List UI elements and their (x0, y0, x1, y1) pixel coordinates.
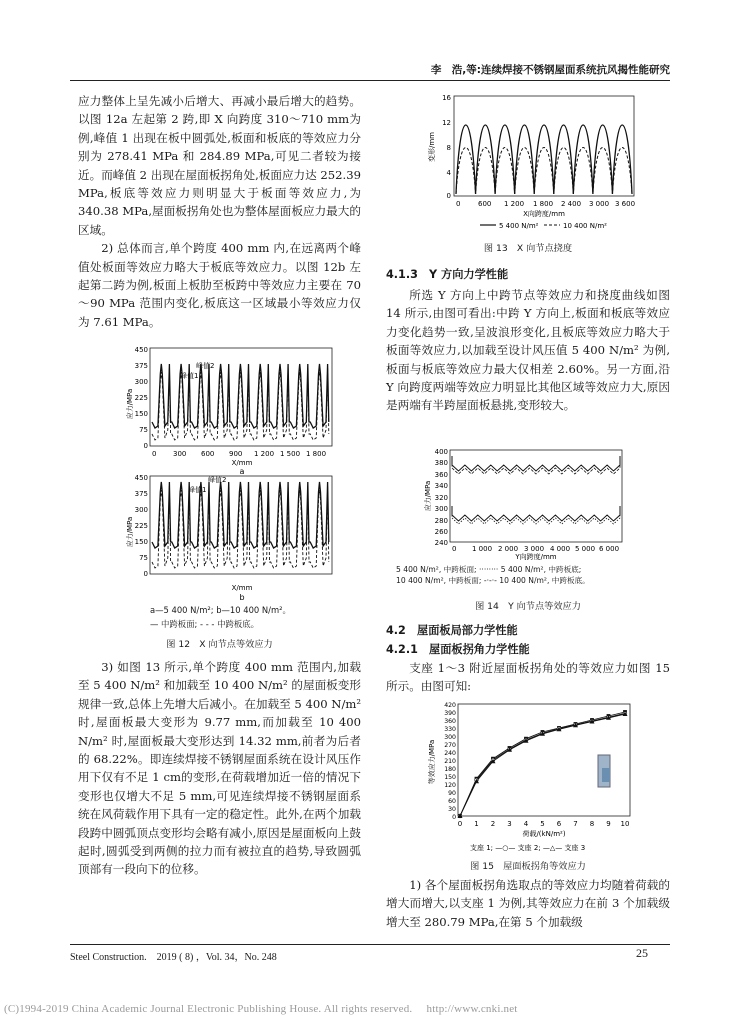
ytick: 4 (446, 169, 451, 177)
xtick: 7 (573, 820, 578, 828)
fig13-caption: 图 13 X 向节点挠度 (483, 243, 573, 254)
xtick: 1 (474, 820, 479, 828)
xtick: 6 000 (599, 545, 620, 553)
xtick: 4 (523, 820, 529, 828)
x-label: 荷载/(kN/m²) (522, 830, 566, 838)
paragraph: 3) 如图 13 所示,单个跨度 400 mm 范围内,加载至 5 400 N/m² 和加载至 10 400 N/m² 的屋面板变形规律一致,总体上先增大后减小。在加载至 5 400 N/m² 时,屋面板最大变形为 9.77 mm,而加载至 10 400 N/m² 时,屋面板最大变形达到 14.32 mm,前者为后者的 68.22%。即连续焊接不锈钢屋面系统在设计风压作用下仅有不足 1 cm的变形,在荷载增加近一倍的情况下变形也仅增大不足 5 mm,可见连续焊接不锈钢屋面系统在风荷载作用下具有一定的稳定性。此外,在两个加载段跨中圆弧顶点变形均会略有减小,原因是屋面板向上鼓起时,圆弧受到两侧的拉力而有被拉直的趋势,导致圆弧顶部有一段向下的位移。 (78, 660, 361, 877)
ytick: 360 (444, 718, 456, 725)
ytick: 330 (444, 726, 456, 733)
running-header: 李 浩,等:连续焊接不锈钢屋面系统抗风揭性能研究 (430, 64, 670, 76)
fig12-legend-2: — 中跨板面; - - - 中跨板底。 (150, 619, 259, 629)
ytick: 0 (446, 192, 451, 200)
xtick: 3 000 (589, 200, 610, 208)
fig15-caption: 图 15 屋面板拐角等效应力 (470, 861, 586, 872)
paragraph: 支座 1～3 附近屋面板拐角处的等效应力如图 15 所示。由图可知: (386, 661, 670, 694)
figure-13 (420, 92, 640, 236)
xtick: 2 (490, 820, 496, 828)
inset-diagram (598, 755, 610, 787)
ytick: 120 (444, 782, 456, 789)
panel-label: b (239, 593, 245, 602)
xtick: 5 000 (575, 545, 596, 553)
section-4-2-1: 4.2.1 屋面板拐角力学性能 (386, 643, 530, 656)
x-label: X/mm (231, 584, 253, 592)
xtick: 1 500 (280, 450, 301, 458)
xtick: 600 (478, 200, 492, 208)
left-text-top (78, 92, 361, 331)
ytick: 300 (434, 505, 448, 513)
xtick: 3 600 (615, 200, 636, 208)
xtick: 0 (152, 450, 157, 458)
figure-15-svg (420, 700, 635, 855)
ytick: 390 (444, 710, 456, 717)
annotation-peak1: 峰值1 (188, 486, 207, 494)
xtick: 10 (620, 820, 630, 828)
figure-12 (108, 342, 338, 606)
xtick: 1 200 (504, 200, 525, 208)
fig14-legend-1: 5 400 N/m², 中跨板面; ········ 5 400 N/m², 中跨板底; (396, 565, 582, 574)
section-4-2: 4.2 屋面板局部力学性能 (386, 624, 518, 637)
right-text-bottom (386, 876, 670, 931)
xtick: 8 (589, 820, 595, 828)
ytick: 375 (134, 490, 148, 498)
ytick: 0 (143, 442, 148, 450)
left-text-bottom (78, 658, 361, 879)
xtick: 1 000 (472, 545, 493, 553)
xtick: 5 (540, 820, 545, 828)
ytick: 240 (444, 750, 456, 757)
xtick: 4 000 (550, 545, 571, 553)
ytick: 75 (139, 426, 148, 434)
xtick: 600 (201, 450, 215, 458)
right-text-413 (386, 286, 670, 415)
ytick: 225 (134, 522, 148, 530)
ytick: 60 (448, 798, 456, 805)
xtick: 2 000 (498, 545, 519, 553)
xtick: 3 000 (524, 545, 545, 553)
figure-13-svg (420, 92, 640, 232)
ytick: 400 (434, 448, 448, 456)
annotation-peak2: 峰值2 (196, 362, 215, 370)
ytick: 280 (434, 517, 448, 525)
xtick: 1 800 (533, 200, 554, 208)
y-label: 应力/MPa (126, 516, 134, 548)
figure-12-svg (108, 342, 338, 602)
paragraph: 2) 总体而言,单个跨度 400 mm 内,在远离两个峰值处板面等效应力略大于板底等效应力。以图 12b 左起第二跨为例,板面上板肋至板跨中等效应力主要在 70～90 MPa 范围内变化,板底这一区域最小等效应力仅为 7.61 MPa。 (78, 241, 361, 329)
panel-b (125, 474, 332, 602)
ytick: 150 (444, 774, 456, 781)
paragraph: 应力整体上呈先减小后增大、再减小最后增大的趋势。以图 12a 左起第 2 跨,即 X 向跨度 310～710 mm为例,峰值 1 出现在板中圆弧处,板面和板底的等效应力分别为 278.41 MPa 和 284.89 MPa,可见二者较为接近。而峰值 2 出现在屋面板拐角处,板面应力达 252.39 MPa,板底等效应力则明显大于板面等效应力,为 340.38 MPa,屋面板拐角处也为整体屋面板应力最大的区域。 (78, 94, 361, 237)
xtick: 300 (173, 450, 187, 458)
footer-rule (70, 944, 670, 945)
ytick: 300 (134, 378, 148, 386)
legend-10400: 10 400 N/m² (563, 222, 607, 230)
panel-a (125, 346, 332, 476)
ytick: 180 (444, 766, 456, 773)
x-label: Y向跨度/mm (515, 553, 557, 560)
fig12-caption: 图 12 X 向节点等效应力 (166, 639, 273, 650)
ytick: 420 (444, 702, 456, 709)
ytick: 75 (139, 554, 148, 562)
ytick: 16 (442, 94, 451, 102)
figure-15 (420, 700, 635, 859)
y-label: 应力/MPa (126, 388, 134, 420)
annotation-peak1: 峰值1 (180, 372, 199, 380)
xtick: 0 (452, 545, 457, 553)
ytick: 450 (134, 474, 148, 482)
ytick: 30 (448, 806, 456, 813)
fig12-legend-1: a—5 400 N/m²; b—10 400 N/m²。 (150, 605, 291, 615)
paragraph: 所选 Y 方向上中跨节点等效应力和挠度曲线如图 14 所示,由图可看出:中跨 Y 方向上,板面和板底等效应力变化趋势一致,呈波浪形变化,且板底等效应力略大于板面等效应力,以加载至设计风压值 5 400 N/m² 为例,板面与板底等效应力最大仅相差 2.60%。另一方面,沿 Y 向跨度两端等效应力明显比其他区域等效应力大,原因是两端有半跨屋面板悬挑,变形较大。 (386, 288, 670, 413)
legend-5400: 5 400 N/m² (499, 222, 539, 230)
ytick: 360 (434, 471, 448, 479)
fig14-legend-2: 10 400 N/m², 中跨板面; -·-·- 10 400 N/m², 中跨板底。 (396, 576, 590, 585)
header-rule (70, 80, 670, 81)
ytick: 320 (434, 494, 448, 502)
xtick: 0 (456, 200, 461, 208)
ytick: 150 (134, 538, 148, 546)
xtick: 6 (556, 820, 562, 828)
watermark: (C)1994-2019 China Academic Journal Electronic Publishing House. All rights reserved. http://www.cnki.net (4, 1003, 518, 1015)
section-4-1-3: 4.1.3 Y 方向力学性能 (386, 268, 509, 281)
ytick: 12 (442, 119, 451, 127)
xtick: 1 800 (306, 450, 327, 458)
series-10400-bottom (452, 459, 620, 474)
ytick: 0 (143, 570, 148, 578)
y-label: 应力/MPa (424, 480, 432, 512)
ytick: 340 (434, 482, 448, 490)
footer-journal: Steel Construction. 2019 ( 8) ，Vol. 34，No. 248 (70, 952, 277, 963)
ytick: 380 (434, 459, 448, 467)
xtick: 2 400 (561, 200, 582, 208)
xtick: 3 (507, 820, 512, 828)
xtick: 900 (229, 450, 243, 458)
page-number: 25 (636, 946, 648, 960)
ytick: 375 (134, 362, 148, 370)
panel-label: a (239, 467, 245, 476)
ytick: 210 (444, 758, 456, 765)
paragraph: 1) 各个屋面板拐角选取点的等效应力均随着荷载的增大而增大,以支座 1 为例,其等效应力在前 3 个加载级增大至 280.79 MPa,在第 5 个加载级 (386, 878, 670, 929)
figure-14-svg (420, 446, 625, 560)
ytick: 260 (434, 528, 448, 536)
ytick: 270 (444, 742, 456, 749)
x-label: X/mm (231, 459, 253, 467)
xtick: 0 (457, 820, 463, 828)
figure-14 (420, 446, 625, 564)
annotation-peak2: 峰值2 (208, 476, 227, 484)
y-label: 变形/mm (428, 132, 436, 162)
y-label: 等效应力/MPa (428, 739, 436, 785)
ytick: 150 (134, 410, 148, 418)
ytick: 90 (448, 790, 456, 797)
series-5400-bottom (452, 509, 620, 524)
right-text-421 (386, 659, 670, 696)
ytick: 225 (134, 394, 148, 402)
xtick: 9 (606, 820, 611, 828)
ytick: 240 (434, 539, 448, 547)
series-10400 (456, 148, 632, 195)
xtick: 1 200 (254, 450, 275, 458)
x-label: X向跨度/mm (523, 210, 565, 218)
series-5400 (456, 125, 632, 194)
fig14-caption: 图 14 Y 向节点等效应力 (475, 601, 581, 612)
ytick: 450 (134, 346, 148, 354)
ytick: 0 (452, 814, 456, 821)
ytick: 300 (444, 734, 456, 741)
ytick: 8 (446, 144, 451, 152)
ytick: 300 (134, 506, 148, 514)
legend: 支座 1; —○— 支座 2; —△— 支座 3 (470, 844, 586, 852)
